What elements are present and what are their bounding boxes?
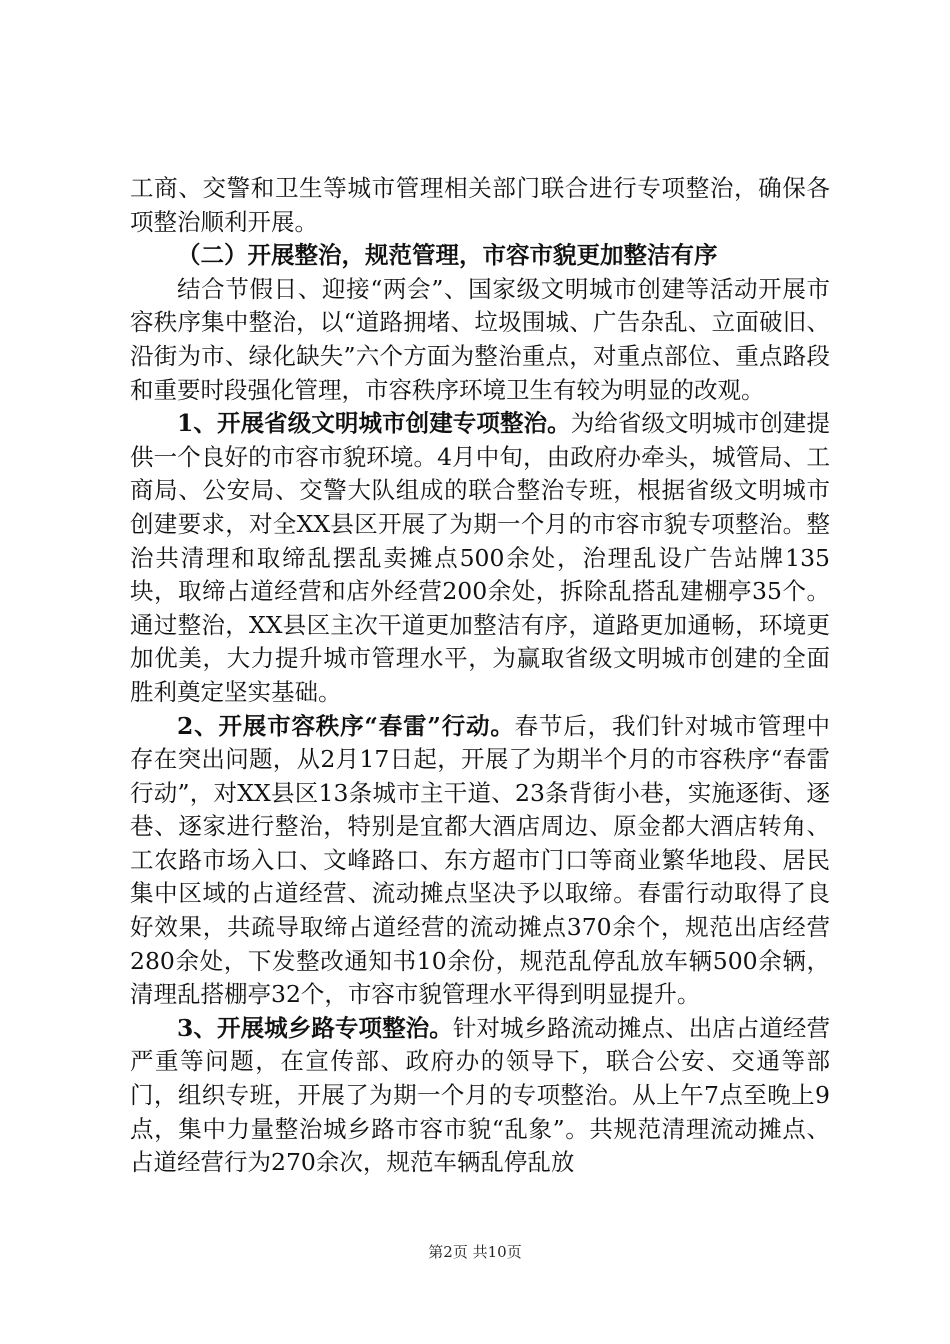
list-item-2-body: 春节后，我们针对城市管理中存在突出问题，从2月17日起，开展了为期半个月的市容秩序“春雷行动”，对XX县区13条城市主干道、23条背街小巷，实施逐街、逐巷、逐家进行整治，特别是宜都大酒店周边、原金都大酒店转角、工农路市场入口、文峰路口、东方超市门口等商业繁华地段、居民集中区域的占道经营、流动摊点坚决予以取缔。春雷行动取得了良好效果，共疏导取缔占道经营的流动摊点370余个，规范出店经营280余处，下发整改通知书10余份，规范乱停乱放车辆500余辆，清理乱搭棚亭32个，市容市貌管理水平得到明显提升。: [130, 711, 830, 1009]
paragraph-intro: 结合节假日、迎接“两会”、国家级文明城市创建等活动开展市容秩序集中整治，以“道路拥堵、垃圾围城、广告杂乱、立面破旧、沿街为市、绿化缺失”六个方面为整治重点，对重点部位、重点路段和重要时段强化管理，市容秩序环境卫生有较为明显的改观。: [130, 274, 830, 404]
document-body: [130, 172, 830, 1180]
list-item-2: [130, 710, 830, 1012]
section-heading: （二）开展整治，规范管理，市容市貌更加整洁有序: [177, 241, 718, 270]
list-item-3-heading: 3、开展城乡路专项整治。: [177, 1013, 453, 1042]
page-number-footer: 第2页 共10页: [428, 1243, 522, 1261]
list-item-1: [130, 407, 830, 709]
list-item-3-body: 针对城乡路流动摊点、出店占道经营严重等问题，在宣传部、政府办的领导下，联合公安、交通等部门，组织专班，开展了为期一个月的专项整治。从上午7点至晚上9点，集中力量整治城乡路市容市貌“乱象”。共规范清理流动摊点、占道经营行为270余次，规范车辆乱停乱放: [130, 1013, 831, 1177]
list-item-1-body: 为给省级文明城市创建提供一个良好的市容市貌环境。4月中旬，由政府办牵头，城管局、工商局、公安局、交警大队组成的联合整治专班，根据省级文明城市创建要求，对全XX县区开展了为期一个月的市容市貌专项整治。整治共清理和取缔乱摆乱卖摊点500余处，治理乱设广告站牌135块，取缔占道经营和店外经营200余处，拆除乱搭乱建棚亭35个。通过整治，XX县区主次干道更加整洁有序，道路更加通畅，环境更加优美，大力提升城市管理水平，为赢取省级文明城市创建的全面胜利奠定坚实基础。: [130, 409, 830, 706]
paragraph-continued: 工商、交警和卫生等城市管理相关部门联合进行专项整治，确保各项整治顺利开展。: [130, 174, 830, 236]
list-item-2-heading: 2、开展市容秩序“春雷”行动。: [177, 711, 515, 740]
list-item-3: [130, 1012, 830, 1180]
list-item-1-heading: 1、开展省级文明城市创建专项整治。: [177, 409, 571, 438]
